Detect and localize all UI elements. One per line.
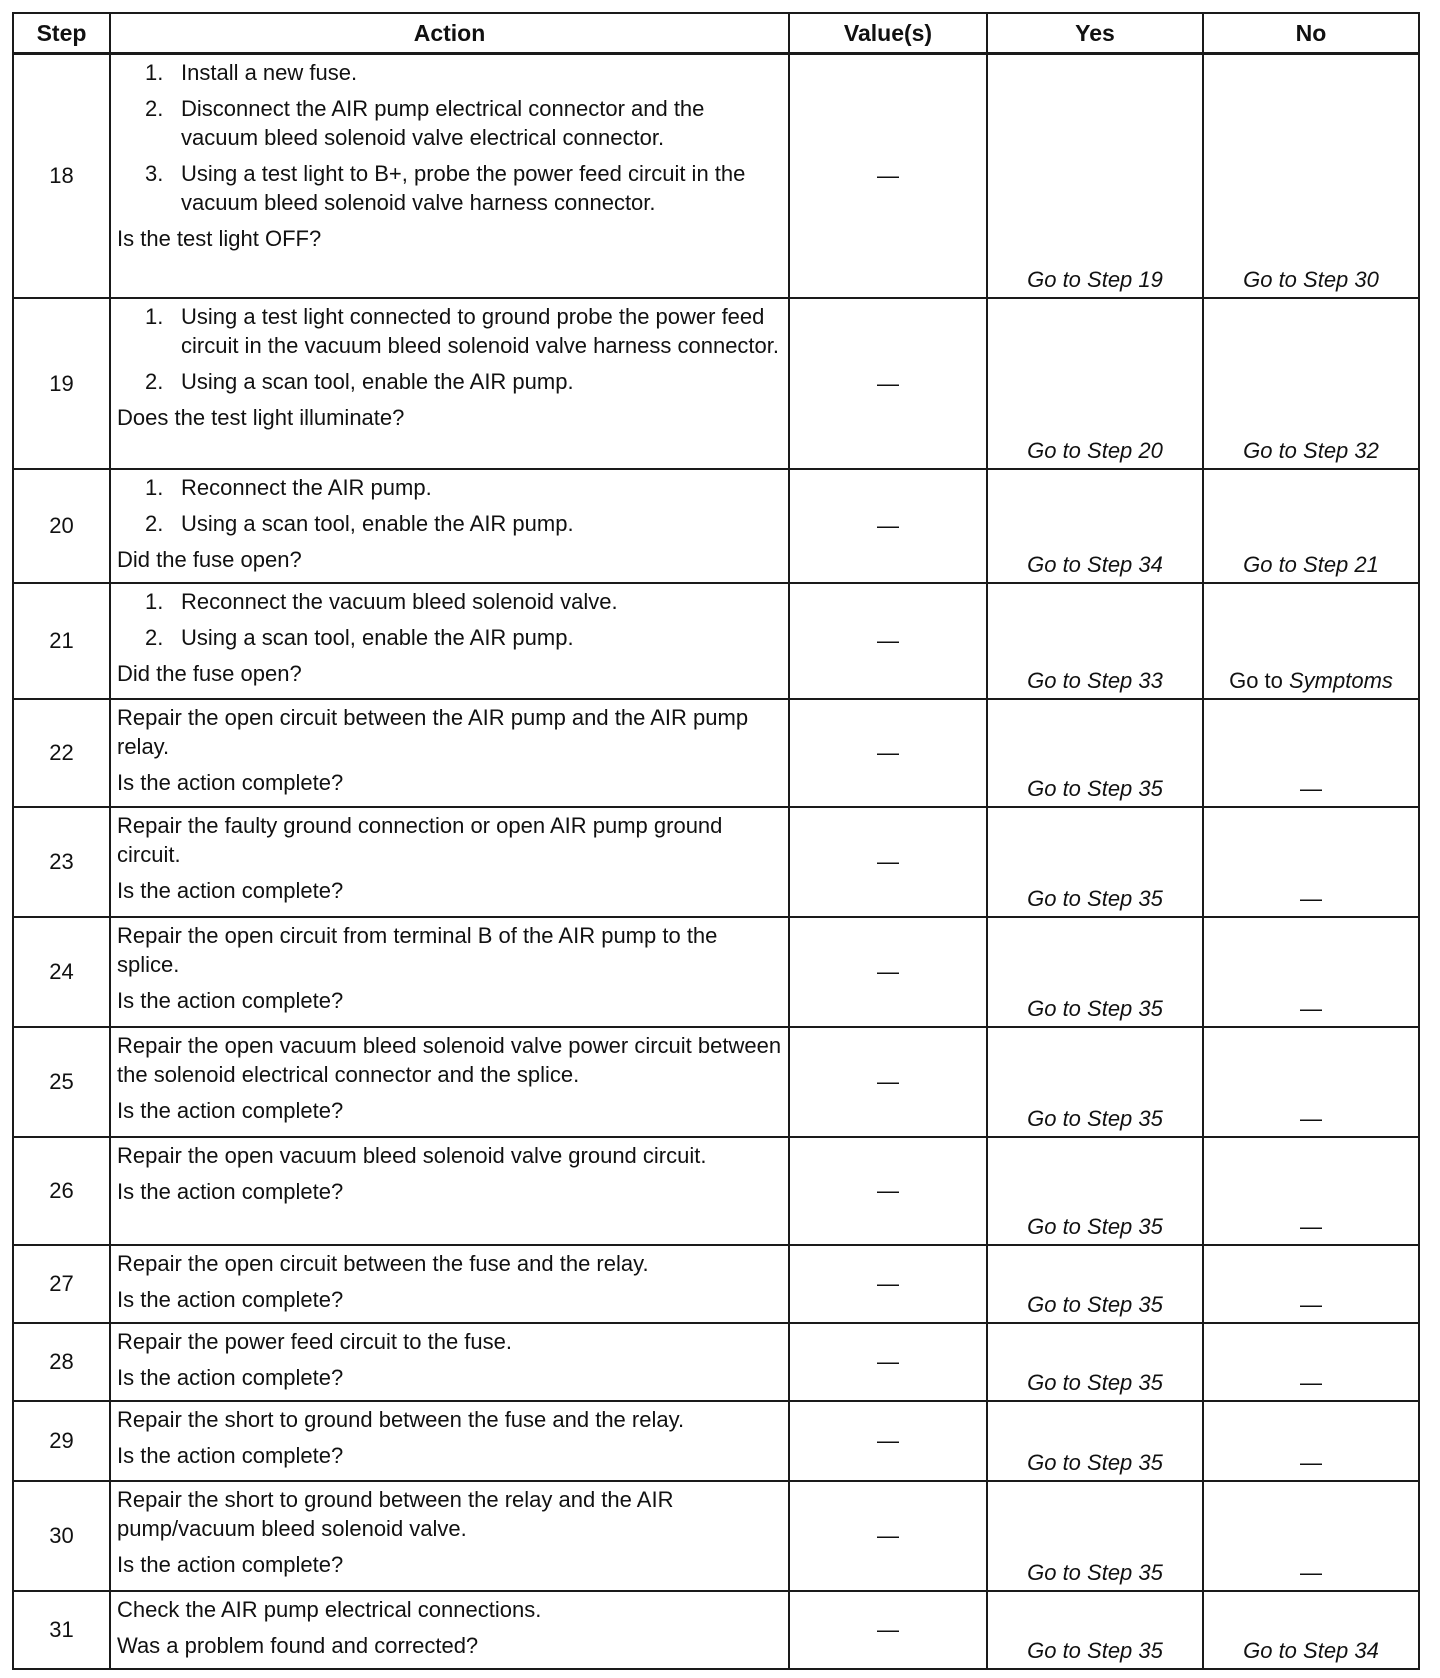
action-cell <box>110 1137 789 1245</box>
step-number: 28 <box>13 1323 110 1401</box>
table-row <box>13 298 1419 469</box>
table-row <box>13 583 1419 699</box>
yes-cell: Go to Step 35 <box>987 1027 1203 1137</box>
action-question: Is the action complete? <box>117 877 344 903</box>
action-question: Is the action complete? <box>117 1551 344 1577</box>
table-row <box>13 807 1419 917</box>
no-cell: — <box>1203 1401 1419 1481</box>
list-text: Using a scan tool, enable the AIR pump. <box>181 368 574 394</box>
action-steps <box>117 473 782 538</box>
list-number: 1. <box>145 303 164 329</box>
table-row <box>13 1401 1419 1481</box>
action-steps <box>117 302 782 396</box>
value-cell: — <box>789 917 987 1027</box>
step-number: 24 <box>13 917 110 1027</box>
no-cell: Go to Step 32 <box>1203 298 1419 469</box>
action-text: Repair the open circuit between the fuse and the relay. <box>117 1250 649 1276</box>
header-no: No <box>1203 13 1419 54</box>
action-question: Is the action complete? <box>117 987 344 1013</box>
list-item <box>117 587 782 616</box>
step-number: 20 <box>13 469 110 583</box>
list-text: Using a scan tool, enable the AIR pump. <box>181 624 574 650</box>
no-cell: — <box>1203 1027 1419 1137</box>
table-row <box>13 54 1419 298</box>
list-text: Using a scan tool, enable the AIR pump. <box>181 510 574 536</box>
list-text: Using a test light to B+, probe the power feed circuit in the vacuum bleed solenoid valve harness connector. <box>181 161 746 215</box>
yes-cell: Go to Step 35 <box>987 1591 1203 1669</box>
no-cell: — <box>1203 1481 1419 1591</box>
action-cell <box>110 54 789 298</box>
list-item <box>117 159 782 217</box>
action-cell <box>110 699 789 807</box>
table-header-row <box>13 13 1419 54</box>
list-number: 1. <box>145 474 164 500</box>
step-number: 18 <box>13 54 110 298</box>
table-row <box>13 1323 1419 1401</box>
yes-cell: Go to Step 19 <box>987 54 1203 298</box>
yes-cell: Go to Step 35 <box>987 1137 1203 1245</box>
value-cell: — <box>789 1137 987 1245</box>
action-question: Is the action complete? <box>117 1286 344 1312</box>
list-text: Install a new fuse. <box>181 60 358 85</box>
list-item <box>117 509 782 538</box>
list-number: 2. <box>145 510 164 536</box>
table-row <box>13 1137 1419 1245</box>
yes-cell: Go to Step 35 <box>987 1401 1203 1481</box>
action-cell <box>110 1481 789 1591</box>
action-question: Is the action complete? <box>117 1097 344 1123</box>
value-cell: — <box>789 1481 987 1591</box>
list-item <box>117 623 782 652</box>
table-row <box>13 469 1419 583</box>
step-number: 30 <box>13 1481 110 1591</box>
action-text: Repair the faulty ground connection or open AIR pump ground circuit. <box>117 812 723 867</box>
action-question: Was a problem found and corrected? <box>117 1632 479 1658</box>
no-cell: — <box>1203 699 1419 807</box>
action-question: Is the test light OFF? <box>117 226 322 251</box>
value-cell: — <box>789 298 987 469</box>
yes-cell: Go to Step 35 <box>987 807 1203 917</box>
action-cell <box>110 1323 789 1401</box>
header-values: Value(s) <box>789 13 987 54</box>
yes-cell: Go to Step 35 <box>987 699 1203 807</box>
yes-cell: Go to Step 35 <box>987 1481 1203 1591</box>
no-prefix: Go to <box>1229 667 1289 693</box>
no-cell: — <box>1203 1137 1419 1245</box>
action-question: Is the action complete? <box>117 1364 344 1390</box>
value-cell: — <box>789 1323 987 1401</box>
value-cell: — <box>789 469 987 583</box>
yes-cell: Go to Step 33 <box>987 583 1203 699</box>
no-cell: Go to Step 30 <box>1203 54 1419 298</box>
action-text: Repair the power feed circuit to the fuse. <box>117 1328 512 1354</box>
action-cell <box>110 1245 789 1323</box>
action-text: Repair the open vacuum bleed solenoid valve ground circuit. <box>117 1142 707 1168</box>
table-row <box>13 699 1419 807</box>
step-number: 23 <box>13 807 110 917</box>
value-cell: — <box>789 807 987 917</box>
action-cell <box>110 1027 789 1137</box>
action-question: Is the action complete? <box>117 769 344 795</box>
no-symptoms: Symptoms <box>1289 667 1393 693</box>
yes-cell: Go to Step 35 <box>987 1323 1203 1401</box>
action-text: Repair the open vacuum bleed solenoid valve power circuit between the solenoid electrical connector and the splice. <box>117 1032 782 1087</box>
action-cell <box>110 298 789 469</box>
action-cell <box>110 917 789 1027</box>
step-number: 31 <box>13 1591 110 1669</box>
action-cell <box>110 469 789 583</box>
value-cell: — <box>789 1245 987 1323</box>
list-item <box>117 367 782 396</box>
diagnostic-table <box>12 12 1420 1670</box>
action-text: Repair the open circuit between the AIR pump and the AIR pump relay. <box>117 704 749 759</box>
header-step: Step <box>13 13 110 54</box>
list-item <box>117 58 782 87</box>
action-steps <box>117 58 782 217</box>
action-text: Repair the open circuit from terminal B of the AIR pump to the splice. <box>117 922 718 977</box>
action-steps <box>117 587 782 652</box>
step-number: 27 <box>13 1245 110 1323</box>
table-row <box>13 917 1419 1027</box>
list-number: 2. <box>145 96 164 121</box>
list-text: Reconnect the AIR pump. <box>181 474 432 500</box>
action-question: Is the action complete? <box>117 1178 344 1204</box>
action-question: Did the fuse open? <box>117 546 302 572</box>
yes-cell: Go to Step 20 <box>987 298 1203 469</box>
list-number: 2. <box>145 368 164 394</box>
list-number: 1. <box>145 60 164 85</box>
list-text: Disconnect the AIR pump electrical connector and the vacuum bleed solenoid valve electrical connector. <box>181 96 705 150</box>
no-cell: — <box>1203 807 1419 917</box>
no-cell: — <box>1203 1245 1419 1323</box>
list-item <box>117 94 782 152</box>
list-text: Reconnect the vacuum bleed solenoid valve. <box>181 588 618 614</box>
header-yes: Yes <box>987 13 1203 54</box>
action-cell <box>110 583 789 699</box>
list-text: Using a test light connected to ground probe the power feed circuit in the vacuum bleed solenoid valve harness connector. <box>181 303 780 358</box>
value-cell: — <box>789 1401 987 1481</box>
step-number: 19 <box>13 298 110 469</box>
action-text: Check the AIR pump electrical connections. <box>117 1596 542 1622</box>
value-cell: — <box>789 583 987 699</box>
action-cell <box>110 1591 789 1669</box>
action-cell <box>110 1401 789 1481</box>
table-row <box>13 1027 1419 1137</box>
yes-cell: Go to Step 35 <box>987 1245 1203 1323</box>
action-text: Repair the short to ground between the fuse and the relay. <box>117 1406 685 1432</box>
value-cell: — <box>789 1591 987 1669</box>
step-number: 26 <box>13 1137 110 1245</box>
step-number: 22 <box>13 699 110 807</box>
step-number: 29 <box>13 1401 110 1481</box>
action-question: Did the fuse open? <box>117 660 302 686</box>
list-item <box>117 302 782 360</box>
no-cell: Go to Step 21 <box>1203 469 1419 583</box>
no-cell: — <box>1203 1323 1419 1401</box>
action-text: Repair the short to ground between the relay and the AIR pump/vacuum bleed solenoid valve. <box>117 1486 674 1541</box>
value-cell: — <box>789 1027 987 1137</box>
step-number: 21 <box>13 583 110 699</box>
list-number: 2. <box>145 624 164 650</box>
yes-cell: Go to Step 35 <box>987 917 1203 1027</box>
no-cell: — <box>1203 917 1419 1027</box>
action-question: Is the action complete? <box>117 1442 344 1468</box>
table-row <box>13 1481 1419 1591</box>
list-item <box>117 473 782 502</box>
yes-cell: Go to Step 34 <box>987 469 1203 583</box>
list-number: 1. <box>145 588 164 614</box>
action-question: Does the test light illuminate? <box>117 404 405 430</box>
step-number: 25 <box>13 1027 110 1137</box>
value-cell: — <box>789 54 987 298</box>
header-action: Action <box>110 13 789 54</box>
table-row <box>13 1245 1419 1323</box>
value-cell: — <box>789 699 987 807</box>
no-cell <box>1203 583 1419 699</box>
table-row <box>13 1591 1419 1669</box>
list-number: 3. <box>145 161 164 186</box>
action-cell <box>110 807 789 917</box>
no-cell: Go to Step 34 <box>1203 1591 1419 1669</box>
